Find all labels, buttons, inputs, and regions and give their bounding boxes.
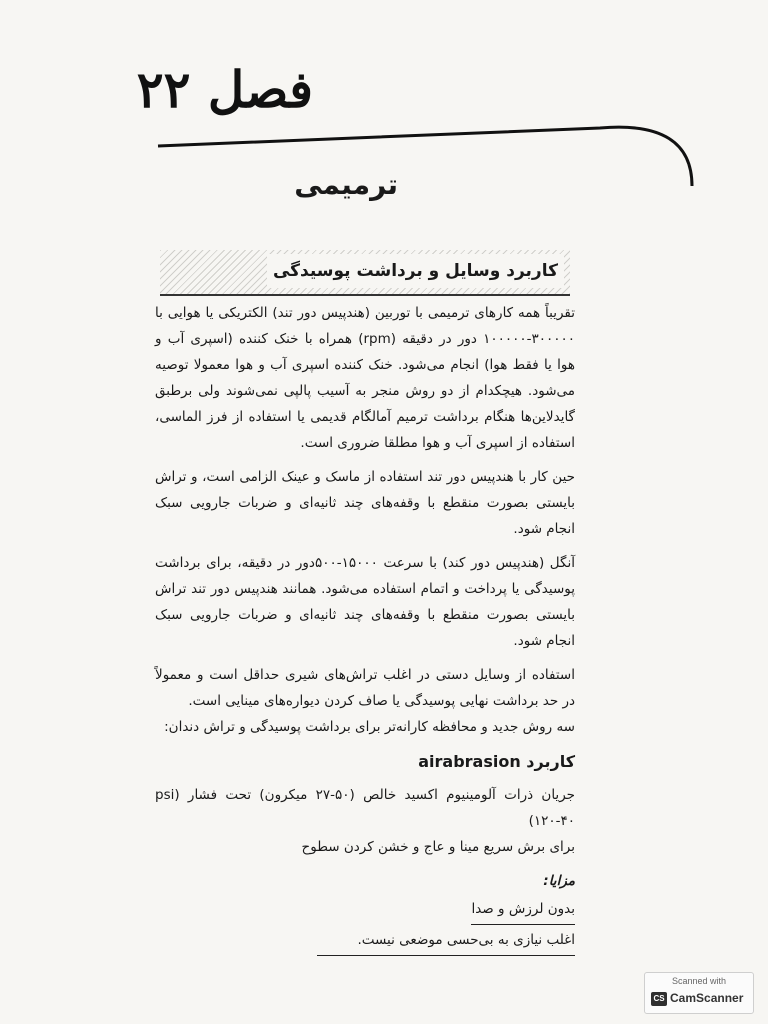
- advantage-item: بدون لرزش و صدا: [471, 896, 575, 925]
- advantages-label: مزایا:: [543, 873, 575, 889]
- paragraph: حین کار با هندپیس دور تند استفاده از ماسک و عینک الزامی است، و تراش بایستی بصورت منقطع با وقفه‌های چند ثانیه‌ای و ضربات جارویی سبک انجام شود.: [155, 469, 575, 537]
- paragraph: تقریباً همه کارهای ترمیمی با توربین (هندپیس دور تند) الکتریکی یا هوایی با ۳۰۰۰۰۰-۱۰۰۰۰۰ دور در دقیقه (rpm) همراه با خنک کننده (اسپری آب و هوا یا فقط هوا) انجام می‌شود. خنک کننده اسپری آب و هوا معمولا توصیه می‌شود. هیچکدام از دو روش منجر به آسیب پالپی نمی‌شوند ولی برطبق گایدلاین‌ها هنگام برداشت ترمیم آمالگام قدیمی یا استفاده از فرز الماسی، استفاده از اسپری آب و هوا مطلقا ضروری است.: [155, 305, 575, 451]
- airabrasion-heading: کاربرد airabrasion: [418, 752, 575, 771]
- paragraph: آنگل (هندپیس دور کند) با سرعت ۱۵۰۰۰-۵۰۰دور در دقیقه، برای برداشت پوسیدگی یا پرداخت و اتمام استفاده می‌شود. همانند هندپیس دور تند تراش بایستی بصورت منقطع با وقفه‌های چند ثانیه‌ای و ضربات جارویی سبک انجام شود.: [155, 555, 575, 649]
- airabrasion-line: برای برش سریع مینا و عاج و خشن کردن سطوح: [301, 839, 575, 855]
- paragraph: استفاده از وسایل دستی در اغلب تراش‌های شیری حداقل است و معمولاً در حد برداشت نهایی پوسیدگی یا صاف کردن دیواره‌های مینایی است.: [155, 667, 575, 709]
- watermark-caption: Scanned with: [671, 976, 727, 986]
- advantage-row: [155, 927, 575, 956]
- airabrasion-line: جریان ذرات آلومینیوم اکسید خالص (۵۰-۲۷ میکرون) تحت فشار (psi ۱۲۰-۴۰): [155, 787, 575, 829]
- advantage-row: [155, 896, 575, 925]
- section-heading-box: [160, 250, 570, 296]
- paragraph: سه روش جدید و محافظه کارانه‌تر برای برداشت پوسیدگی و تراش دندان:: [164, 719, 575, 735]
- section-title: ترمیمی: [294, 168, 398, 201]
- section-heading: کاربرد وسایل و برداشت پوسیدگی: [267, 254, 564, 288]
- chapter-title: فصل ۲۲: [136, 60, 313, 119]
- camscanner-watermark: [644, 972, 754, 1014]
- camscanner-logo-icon: CS: [651, 992, 667, 1006]
- advantage-item: اغلب نیازی به بی‌حسی موضعی نیست.: [317, 927, 575, 956]
- watermark-brand: CamScanner: [670, 991, 744, 1005]
- body-text: [155, 300, 575, 958]
